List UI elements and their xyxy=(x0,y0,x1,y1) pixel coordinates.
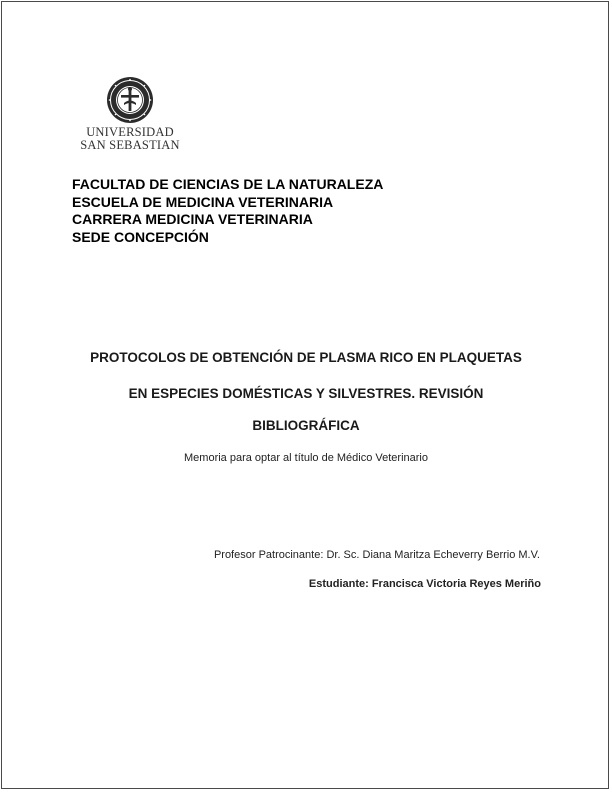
logo-text-line2: SAN SEBASTIAN xyxy=(80,138,180,152)
sponsor-professor: Profesor Patrocinante: Dr. Sc. Diana Maritza Echeverry Berrio M.V. xyxy=(213,549,540,561)
faculty-block xyxy=(72,176,383,246)
student-name: Estudiante: Francisca Victoria Reyes Meriño xyxy=(308,578,541,590)
university-seal-icon xyxy=(106,76,154,124)
thesis-title-line3: BIBLIOGRÁFICA xyxy=(252,418,360,433)
thesis-title-line2: EN ESPECIES DOMÉSTICAS Y SILVESTRES. REVISIÓN xyxy=(128,386,484,401)
faculty-line: FACULTAD DE CIENCIAS DE LA NATURALEZA xyxy=(72,176,384,192)
logo-text-line1: UNIVERSIDAD xyxy=(86,125,174,139)
program-line: CARRERA MEDICINA VETERINARIA xyxy=(72,211,313,227)
degree-subtitle: Memoria para optar al título de Médico Veterinario xyxy=(184,452,428,464)
university-logo xyxy=(70,76,190,152)
campus-line: SEDE CONCEPCIÓN xyxy=(72,228,209,245)
thesis-title-line1: PROTOCOLOS DE OBTENCIÓN DE PLASMA RICO EN PLAQUETAS xyxy=(90,350,522,365)
school-line: ESCUELA DE MEDICINA VETERINARIA xyxy=(72,193,334,210)
